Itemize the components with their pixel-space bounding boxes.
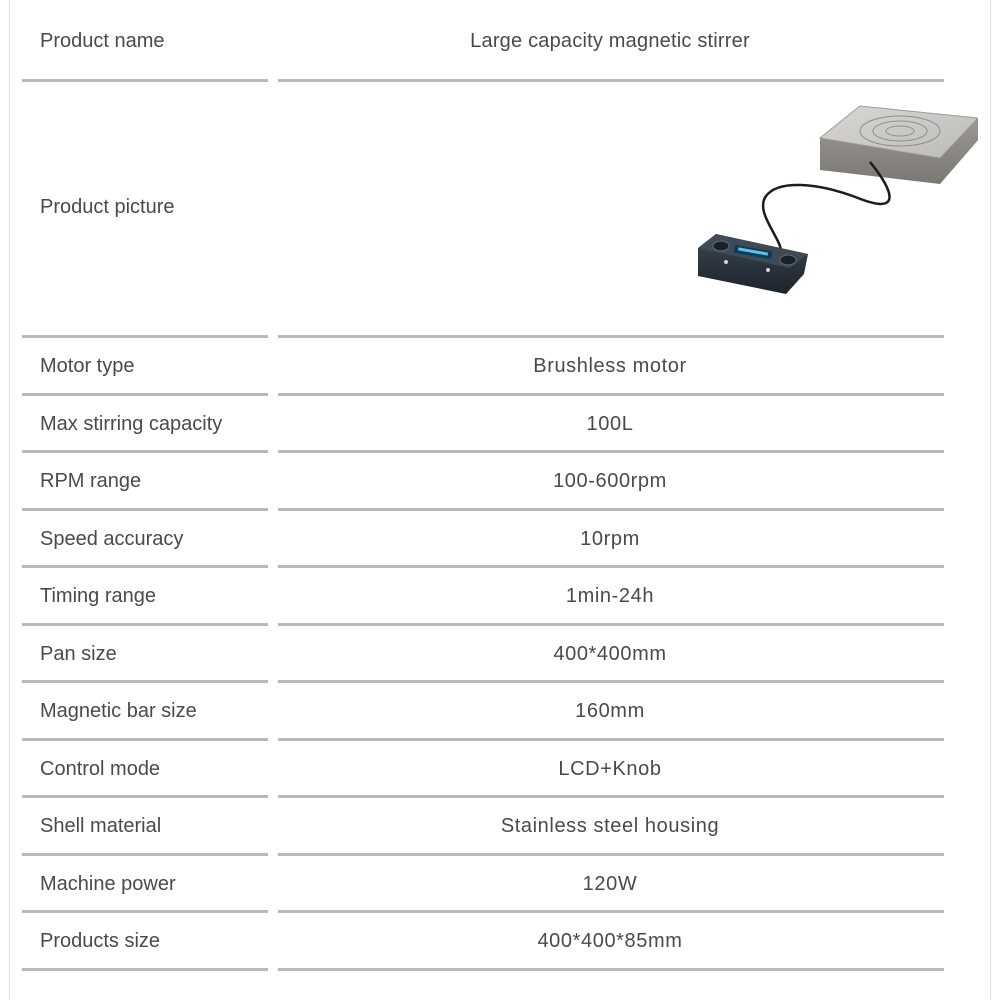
spec-value: 1min-24h [565,585,655,608]
spec-table [22,0,944,971]
spec-row-product-name [22,0,944,82]
spec-label: Machine power [40,872,176,895]
spec-label: Pan size [40,642,117,665]
spec-row-shell-material [22,798,944,856]
spec-label: Shell material [40,815,162,838]
spec-row-control-mode [22,741,944,799]
spec-row-machine-power [22,856,944,914]
spec-value: 120W [582,872,638,895]
knob-right-icon [780,255,796,265]
spec-label: Products size [40,930,161,953]
spec-label: Timing range [40,585,156,608]
spec-row-pan-size [22,626,944,684]
spec-row-motor-type [22,338,944,396]
spec-label: Control mode [40,757,161,780]
spec-value: 100L [586,412,634,435]
spec-value: LCD+Knob [558,757,662,780]
knob-left-icon [713,241,729,251]
spec-row-magnetic-bar-size [22,683,944,741]
spec-row-products-size [22,913,944,971]
spec-value: 100-600rpm [553,470,667,493]
spec-value: Stainless steel housing [500,815,720,838]
spec-row-speed-accuracy [22,511,944,569]
spec-value: Large capacity magnetic stirrer [470,30,750,52]
indicator-light-icon [766,268,770,272]
spec-value: 10rpm [580,527,640,550]
spec-label: Motor type [40,355,135,378]
spec-value: 400*400mm [553,642,667,665]
magnetic-stirrer-image [648,98,978,308]
spec-row-product-picture [22,82,944,338]
page-border-right [990,0,991,1000]
spec-label: Max stirring capacity [40,412,223,435]
row-divider [278,968,944,971]
page-border-left [9,0,10,1000]
spec-label: Product picture [40,196,175,218]
row-divider [22,968,268,971]
spec-label: Magnetic bar size [40,700,197,723]
spec-value: 400*400*85mm [537,930,683,953]
spec-value: Brushless motor [533,355,687,378]
spec-label: RPM range [40,470,142,493]
spec-row-rpm-range [22,453,944,511]
spec-row-timing-range [22,568,944,626]
spec-label: Speed accuracy [40,527,184,550]
spec-label: Product name [40,30,165,52]
product-picture-cell [268,82,944,338]
spec-row-max-stirring-capacity [22,396,944,454]
indicator-light-icon [724,260,728,264]
spec-value: 160mm [575,700,645,723]
